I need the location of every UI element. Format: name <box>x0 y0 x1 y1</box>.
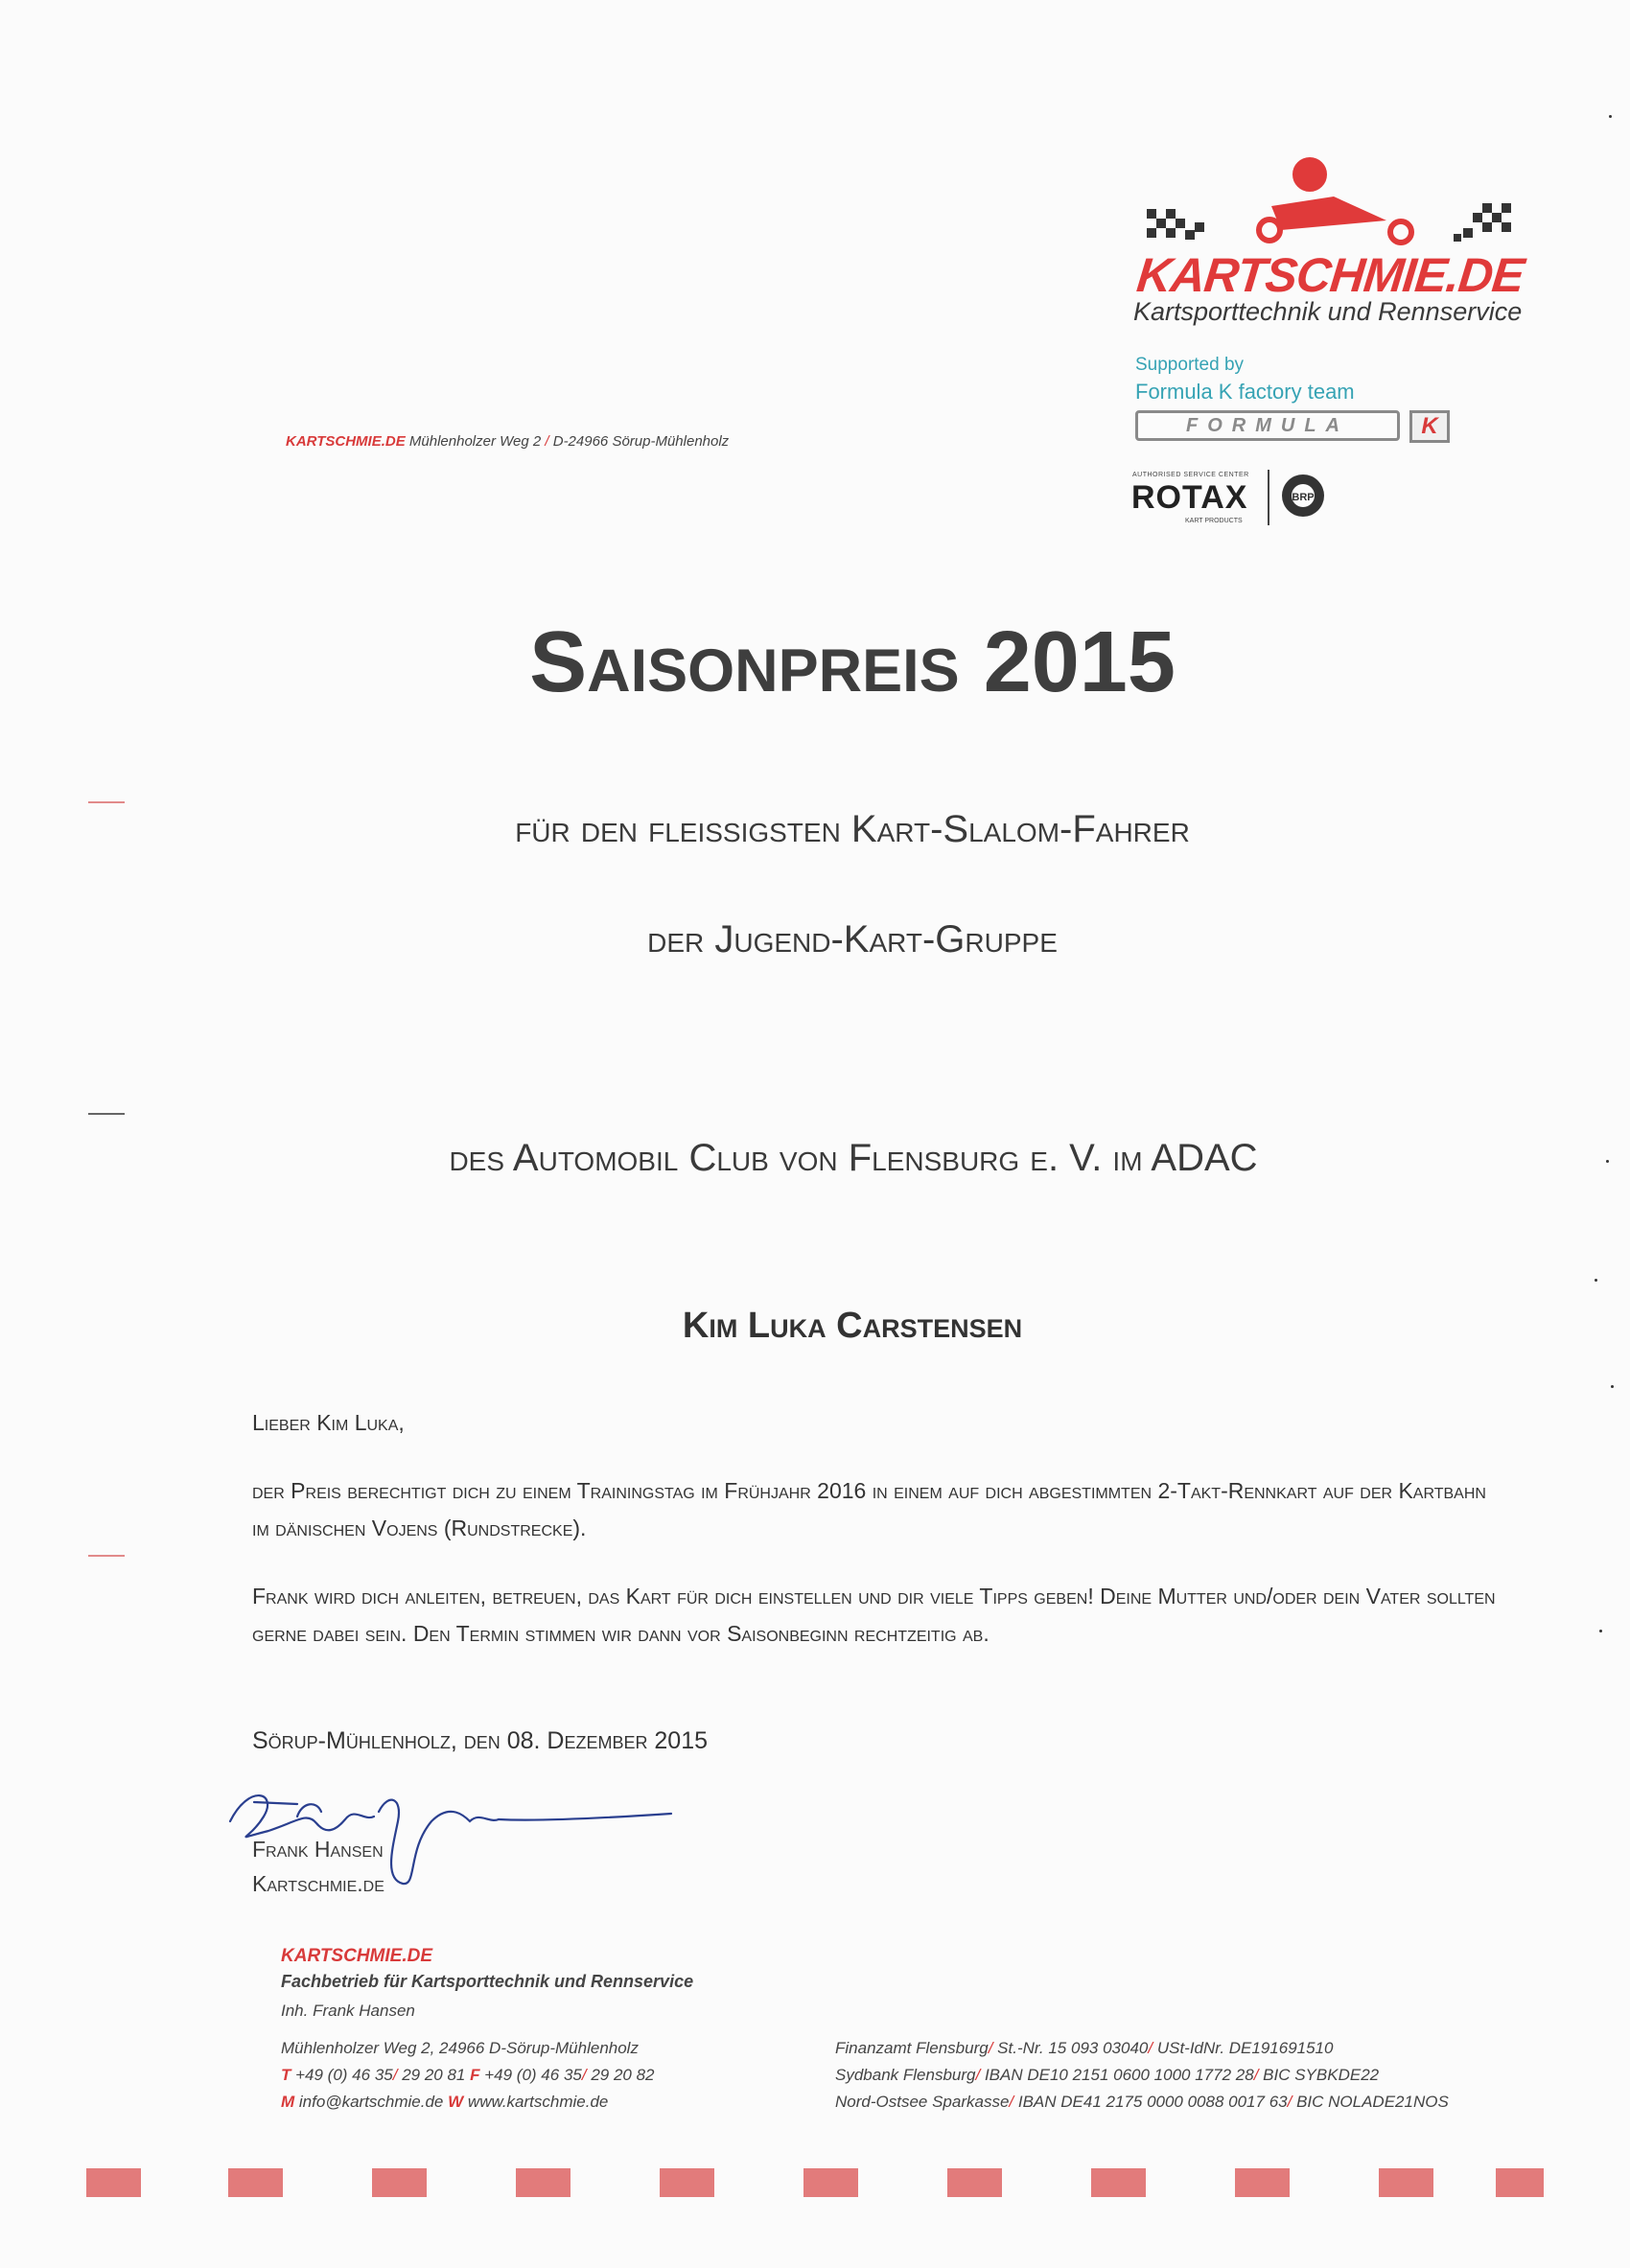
footer-phone-fax <box>281 2066 655 2085</box>
vat-id: USt-IdNr. DE191691510 <box>1156 2039 1334 2057</box>
fold-mark <box>88 801 125 803</box>
border-dash <box>86 2168 141 2197</box>
logo-divider <box>1268 470 1269 525</box>
border-dash <box>660 2168 714 2197</box>
tax-office: Finanzamt Flensburg <box>835 2039 989 2057</box>
tax-number: St.-Nr. 15 093 03040 <box>997 2039 1149 2057</box>
footer-description: Fachbetrieb für Kartsporttechnik und Rennservice <box>281 1972 694 1991</box>
fax-label: F <box>470 2066 480 2084</box>
border-dash <box>1379 2168 1433 2197</box>
signer-name: Frank Hansen <box>252 1837 384 1862</box>
border-dash <box>1091 2168 1146 2197</box>
subtitle-group: der Jugend-Kart-Gruppe <box>647 918 1058 960</box>
phone-number: 29 20 81 <box>402 2066 466 2084</box>
bank-bic: BIC SYBKDE22 <box>1263 2066 1380 2084</box>
bank-iban: IBAN DE41 2175 0000 0088 0017 63 <box>1017 2093 1288 2111</box>
footer-bank-2 <box>835 2093 1449 2112</box>
formula-k-logo: K <box>1409 410 1450 443</box>
brp-text: BRP <box>1292 492 1315 503</box>
mail-label: M <box>281 2093 295 2111</box>
fax-prefix: +49 (0) 46 35 <box>484 2066 582 2084</box>
sender-brand: KARTSCHMIE.DE <box>286 433 406 450</box>
footer-bank-1 <box>835 2066 1379 2085</box>
scan-speck <box>1599 1630 1602 1632</box>
hole-mark <box>88 1113 125 1115</box>
formula-logo: FORMULA <box>1135 410 1400 441</box>
separator: / <box>988 2039 993 2057</box>
border-dash <box>372 2168 427 2197</box>
sender-address: Mühlenholzer Weg 2 <box>408 433 542 450</box>
company-logo <box>1128 153 1530 537</box>
separator: / <box>975 2066 981 2084</box>
page-title: Saisonpreis 2015 <box>529 614 1176 710</box>
logo-tagline: Kartsporttechnik und Rennservice <box>1133 297 1523 326</box>
footer-owner: Inh. Frank Hansen <box>281 2002 415 2020</box>
phone-prefix: +49 (0) 46 35 <box>295 2066 393 2084</box>
border-dash <box>1496 2168 1544 2197</box>
body-paragraph-1: der Preis berechtigt dich zu einem Trainingstag im Frühjahr 2016 in einem auf dich abgestimmten 2-Takt-Rennkart auf der Kartbahn im dänischen Vojens (Rundstrecke). <box>252 1478 1486 1540</box>
footer-dash-border <box>86 2168 1544 2197</box>
place-date: Sörup-Mühlenholz, den 08. Dezember 2015 <box>252 1727 709 1754</box>
border-dash <box>228 2168 283 2197</box>
sender-line <box>286 433 729 450</box>
supported-by-label: Supported by <box>1135 355 1245 375</box>
logo-wordmark: KARTSCHMIE.DE <box>1134 248 1526 302</box>
separator: / <box>1148 2039 1153 2057</box>
bank-iban: IBAN DE10 2151 0600 1000 1772 28 <box>984 2066 1254 2084</box>
separator: / <box>1009 2093 1014 2111</box>
rotax-logo: ROTAX <box>1131 479 1248 516</box>
rotax-subtitle: KART PRODUCTS <box>1185 518 1243 524</box>
sender-city: D-24966 Sörup-Mühlenholz <box>552 433 730 450</box>
border-dash <box>803 2168 858 2197</box>
phone-label: T <box>281 2066 291 2084</box>
border-dash <box>947 2168 1002 2197</box>
bank-name: Sydbank Flensburg <box>835 2066 976 2084</box>
brp-badge-icon <box>1279 472 1327 520</box>
supported-team-label: Formula K factory team <box>1135 380 1355 404</box>
bank-bic: BIC NOLADE21NOS <box>1296 2093 1449 2111</box>
web-label: W <box>448 2093 464 2111</box>
footer-tax-info <box>835 2039 1333 2058</box>
fold-mark <box>88 1555 125 1557</box>
fax-number: 29 20 82 <box>591 2066 655 2084</box>
kart-driver-icon <box>1259 160 1411 243</box>
bank-name: Nord-Ostsee Sparkasse <box>835 2093 1010 2111</box>
sender-separator: / <box>545 433 549 450</box>
subtitle-award-reason: für den fleißigsten Kart-Slalom-Fahrer <box>515 808 1190 850</box>
scan-speck <box>1609 115 1612 118</box>
footer-address: Mühlenholzer Weg 2, 24966 D-Sörup-Mühlenholz <box>281 2039 639 2057</box>
footer-website[interactable]: www.kartschmie.de <box>467 2093 609 2111</box>
separator: / <box>581 2066 587 2084</box>
checkered-flag-icon <box>1128 153 1530 249</box>
separator: / <box>392 2066 398 2084</box>
signer-company: Kartschmie.de <box>252 1871 384 1896</box>
subtitle-club: des Automobil Club von Flensburg e. V. im ADAC <box>449 1137 1258 1179</box>
greeting: Lieber Kim Luka, <box>252 1410 405 1435</box>
separator: / <box>1287 2093 1292 2111</box>
footer-email[interactable]: info@kartschmie.de <box>298 2093 444 2111</box>
footer-brand: KARTSCHMIE.DE <box>281 1946 432 1966</box>
scan-speck <box>1595 1279 1597 1282</box>
border-dash <box>516 2168 570 2197</box>
footer-contact <box>281 2093 608 2112</box>
scan-speck <box>1611 1385 1614 1388</box>
separator: / <box>1253 2066 1259 2084</box>
recipient-name: Kim Luka Carstensen <box>682 1306 1023 1346</box>
rotax-service-label: AUTHORISED SERVICE CENTER <box>1132 472 1249 478</box>
border-dash <box>1235 2168 1290 2197</box>
scan-speck <box>1606 1160 1609 1163</box>
body-paragraph-2: Frank wird dich anleiten, betreuen, das Kart für dich einstellen und dir viele Tipps geben! Deine Mutter und/oder dein Vater sollten gerne dabei sein. Den Termin stimmen wir dann vor Saisonbeginn rechtzeitig ab. <box>252 1584 1496 1646</box>
